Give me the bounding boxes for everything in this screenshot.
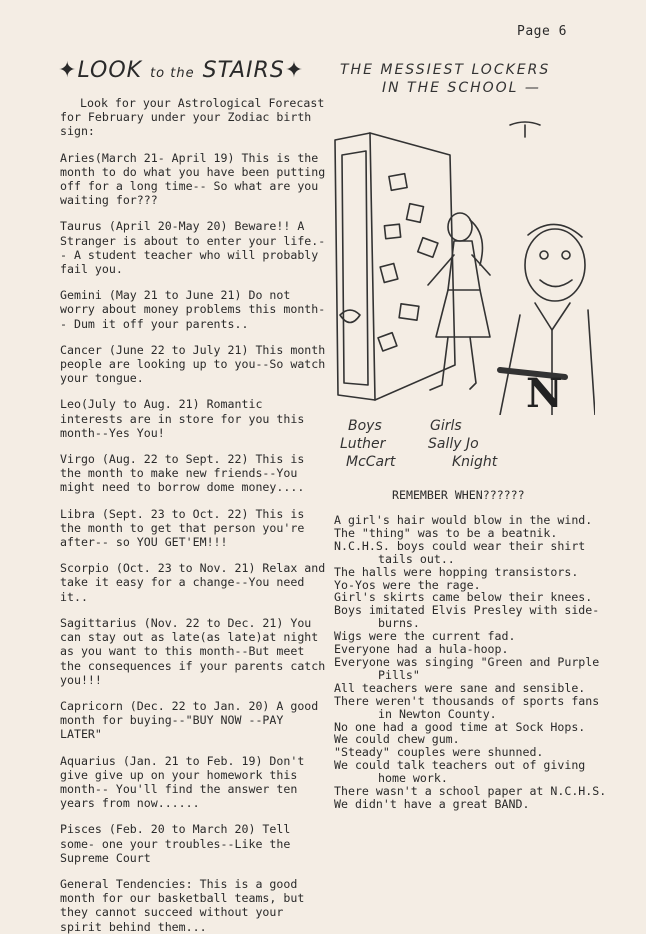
forecast-aquarius: Aquarius (Jan. 21 to Feb. 19) Don't give give up on your homework this month-- You'll find the answer ten years from now......	[60, 753, 305, 811]
girls-label: Girls	[430, 418, 462, 434]
title-to-the: to the	[150, 66, 195, 81]
general-tendencies: General Tendencies: This is a good month for our basketball teams, but they cannot succeed without your spirit behind them...	[60, 876, 305, 934]
remember-item: tails out..	[378, 551, 455, 566]
remember-item: We could talk teachers out of giving	[334, 758, 586, 773]
intro-text: Look for your Astrological Forecast for February under your Zodiac birth sign:	[60, 96, 325, 139]
horoscope-column	[60, 96, 328, 934]
star-icon: ✦	[58, 58, 78, 83]
forecast-leo: Leo(July to Aug. 21) Romantic interests are in store for you this month--Yes You!	[60, 397, 305, 440]
remember-item: Girl's skirts came below their knees.	[334, 590, 593, 605]
remember-item: The "thing" was to be a beatnik.	[334, 525, 558, 540]
remember-item: A girl's hair would blow in the wind.	[334, 513, 593, 527]
lockers-cartoon	[330, 115, 595, 415]
remember-item: burns.	[378, 616, 420, 631]
girls-name-first: Sally Jo	[428, 436, 479, 452]
remember-item: Wigs were the current fad.	[334, 629, 516, 644]
remember-item: Everyone had a hula-hoop.	[334, 642, 509, 657]
remember-item: Yo-Yos were the rage.	[334, 577, 481, 592]
remember-item: in Newton County.	[378, 706, 497, 721]
remember-item: Everyone was singing "Green and Purple	[334, 654, 600, 669]
remember-item: All teachers were sane and sensible.	[334, 680, 586, 695]
remember-item: Boys imitated Elvis Presley with side-	[334, 603, 600, 618]
remember-item: We didn't have a great BAND.	[334, 796, 530, 811]
girls-name-last: Knight	[452, 454, 498, 470]
remember-list	[334, 514, 624, 811]
forecast-sagittarius: Sagittarius (Nov. 22 to Dec. 21) You can stay out as late(as late)at night as you want to this month--But meet the consequences if your parents catch you!!!	[60, 615, 326, 687]
cartoon-caption-line1: THE MESSIEST LOCKERS	[340, 62, 551, 78]
cartoon-caption-line2: IN THE SCHOOL —	[382, 80, 541, 96]
remember-item: N.C.H.S. boys could wear their shirt	[334, 538, 586, 553]
title-look: LOOK	[77, 58, 143, 83]
forecast-libra: Libra (Sept. 23 to Oct. 22) This is the month to get that person you're after-- so YOU GET'EM!!!	[60, 506, 305, 550]
star-icon: ✦	[284, 58, 305, 83]
cartoon-caption	[340, 62, 550, 96]
remember-item: home work.	[378, 771, 448, 786]
remember-item: Pills"	[378, 667, 420, 682]
remember-item: No one had a good time at Sock Hops.	[334, 719, 586, 734]
forecast-virgo: Virgo (Aug. 22 to Sept. 22) This is the month to make new friends--You might need to borrow dome money....	[60, 452, 305, 495]
page-number: Page 6	[517, 24, 567, 39]
sweater-letter: N	[526, 370, 563, 415]
title-stairs: STAIRS	[202, 58, 285, 83]
boys-label: Boys	[348, 418, 382, 434]
remember-title: REMEMBER WHEN??????	[392, 488, 525, 502]
forecast-aries: Aries(March 21- April 19) This is the month to do what you have been putting off for a long time-- So what are you waiting for???	[60, 150, 326, 208]
forecast-taurus: Taurus (April 20-May 20) Beware!! A Stranger is about to enter your life.-- A student teacher who will probably fail you.	[60, 219, 326, 277]
remember-item: There weren't thousands of sports fans	[334, 693, 600, 708]
remember-item: We could chew gum.	[334, 732, 460, 747]
forecast-gemini: Gemini (May 21 to June 21) Do not worry about money problems this month-- Dum it off your parents..	[60, 288, 326, 331]
forecast-cancer: Cancer (June 22 to July 21) This month people are looking up to you--So watch your tongue.	[60, 342, 326, 386]
remember-item: The halls were hopping transistors.	[334, 564, 579, 579]
remember-item: There wasn't a school paper at N.C.H.S.	[334, 784, 607, 799]
forecast-pisces: Pisces (Feb. 20 to March 20) Tell some- one your troubles--Like the Supreme Court	[60, 822, 291, 865]
forecast-capricorn: Capricorn (Dec. 22 to Jan. 20) A good month for buying--"BUY NOW --PAY LATER"	[60, 698, 319, 742]
section-title	[58, 58, 304, 83]
boys-name-last: McCart	[346, 454, 396, 470]
remember-item: "Steady" couples were shunned.	[334, 745, 544, 760]
boys-name-first: Luther	[340, 436, 386, 452]
forecast-scorpio: Scorpio (Oct. 23 to Nov. 21) Relax and take it easy for a change--You need it..	[60, 561, 326, 604]
